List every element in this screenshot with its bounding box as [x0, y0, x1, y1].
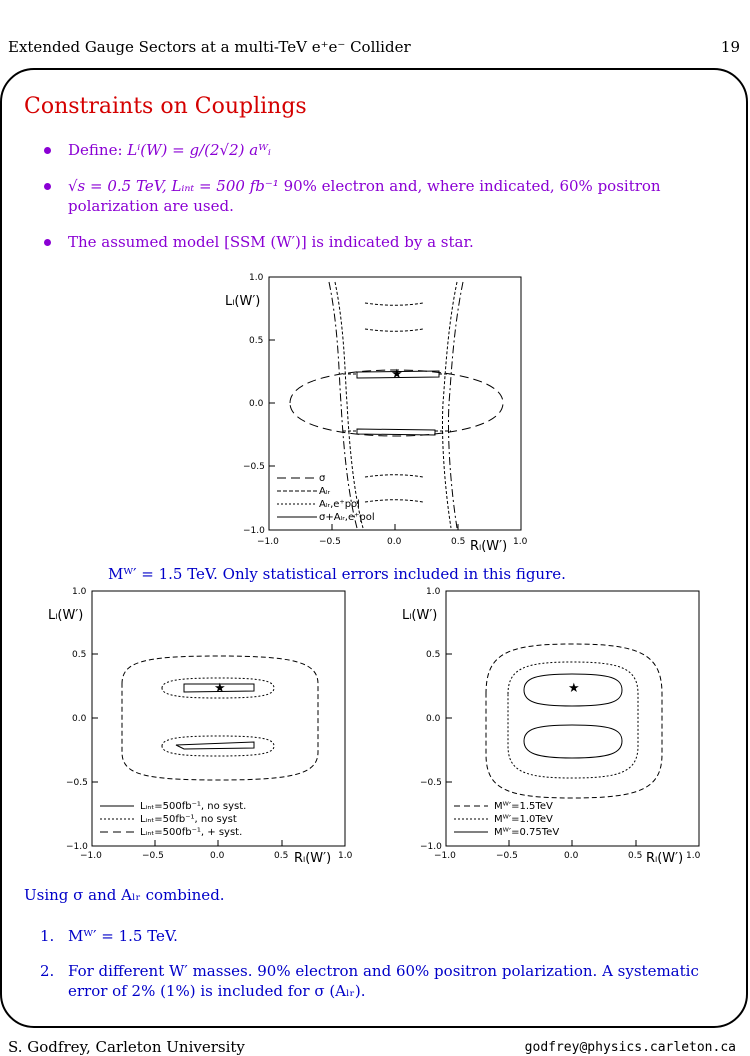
y-tick-label: −0.5	[66, 778, 88, 788]
legend	[277, 473, 375, 523]
y-tick-label: 0.5	[426, 650, 441, 660]
legend-label: Aₗᵣ	[319, 486, 331, 497]
x-tick-label: −1.0	[80, 851, 102, 861]
x-tick-label: 0.0	[564, 851, 579, 861]
y-tick-labels	[66, 587, 88, 852]
y-tick-labels	[243, 273, 265, 536]
x-tick-label: 0.5	[628, 851, 643, 861]
list-text: For different W′ masses. 90% electron and 60% positron polarization. A systematic error of 2% (1%) is included for σ (Aₗᵣ).	[68, 962, 699, 1000]
y-tick-label: 0.0	[426, 714, 441, 724]
legend-label: Mᵂ′=0.75TeV	[494, 827, 560, 838]
x-tick-label: −1.0	[434, 851, 456, 861]
x-tick-label: −1.0	[257, 537, 279, 547]
y-tick-label: −0.5	[243, 462, 265, 472]
y-tick-label: 0.5	[72, 650, 87, 660]
y-tick-labels	[420, 587, 442, 852]
legend-label: Lᵢₙₜ=500fb⁻¹, + syst.	[140, 827, 243, 838]
legend	[100, 801, 246, 838]
list-text: Mᵂ′ = 1.5 TeV.	[68, 927, 178, 945]
y-axis-label: Lₗ(W′)	[225, 294, 261, 309]
x-tick-label: 1.0	[686, 851, 701, 861]
header-title: Extended Gauge Sectors at a multi-TeV e⁺e⁻ Collider	[8, 38, 411, 56]
list-item	[40, 961, 710, 1001]
x-tick-label: 0.5	[451, 537, 466, 547]
bullet-item	[40, 140, 720, 160]
page-number: 19	[720, 38, 740, 56]
y-tick-label: −1.0	[66, 842, 88, 852]
slide-title: Constraints on Couplings	[24, 94, 307, 119]
y-tick-label: 0.0	[72, 714, 87, 724]
page-header	[8, 38, 740, 58]
legend-label: Mᵂ′=1.0TeV	[494, 814, 553, 825]
bullet-dot	[44, 147, 51, 154]
list-item	[40, 926, 710, 946]
y-tick-label: 1.0	[249, 273, 264, 283]
x-tick-label: 0.5	[274, 851, 289, 861]
y-tick-label: 1.0	[426, 587, 441, 597]
bullet-text: The assumed model [SSM (W′)] is indicated by a star.	[68, 233, 474, 251]
bullet-dot	[44, 239, 51, 246]
x-tick-label: −0.5	[142, 851, 164, 861]
x-tick-label: 1.0	[338, 851, 353, 861]
plot-frame	[269, 277, 521, 530]
legend	[454, 801, 559, 838]
y-tick-label: −1.0	[243, 526, 265, 536]
model-star-icon: ★	[391, 367, 403, 382]
bullet-item	[40, 232, 720, 252]
legend-label: σ	[319, 473, 326, 484]
y-axis-label: Lₗ(W′)	[402, 608, 438, 623]
model-star-icon: ★	[214, 681, 226, 696]
bullet-math: Lⁱ(W) = g/(2√2) aᵂᵢ	[127, 141, 271, 159]
bullet-lead: Define:	[68, 141, 128, 159]
contours	[122, 656, 318, 780]
x-tick-label: −0.5	[319, 537, 341, 547]
x-axis-label: Rₗ(W′)	[294, 851, 332, 866]
x-tick-label: 0.0	[210, 851, 225, 861]
contours	[486, 644, 662, 798]
legend-label: Aₗᵣ,e⁺pol	[319, 499, 360, 510]
legend-label: σ+Aₗᵣ,e⁺pol	[319, 512, 375, 523]
model-star-icon: ★	[568, 681, 580, 696]
contour-chart-left	[42, 584, 362, 874]
footer-author: S. Godfrey, Carleton University	[8, 1038, 245, 1056]
x-tick-label: 1.0	[513, 537, 528, 547]
legend-label: Mᵂ′=1.5TeV	[494, 801, 553, 812]
x-axis-label: Rₗ(W′)	[646, 851, 684, 866]
contour-chart-right	[396, 584, 716, 874]
bullet-list	[40, 140, 720, 268]
list-number: 1.	[40, 927, 55, 945]
bullet-dot	[44, 183, 51, 190]
contour-chart-top	[215, 270, 535, 560]
x-tick-label: 0.0	[387, 537, 402, 547]
y-tick-label: −0.5	[420, 778, 442, 788]
footer-email: godfrey@physics.carleton.ca	[524, 1040, 736, 1055]
y-tick-label: 0.0	[249, 399, 264, 409]
y-axis-label: Lₗ(W′)	[48, 608, 84, 623]
x-axis-label: Rₗ(W′)	[470, 539, 508, 554]
legend-label: Lᵢₙₜ=50fb⁻¹, no syst	[140, 814, 237, 825]
list-number: 2.	[40, 962, 55, 980]
bullet-text: 90% electron and, where indicated, 60% positron polarization are used.	[68, 177, 661, 215]
y-tick-label: −1.0	[420, 842, 442, 852]
combined-note: Using σ and Aₗᵣ combined.	[24, 886, 225, 904]
y-tick-label: 1.0	[72, 587, 87, 597]
y-tick-label: 0.5	[249, 336, 264, 346]
enumerated-list	[40, 926, 710, 1016]
legend-label: Lᵢₙₜ=500fb⁻¹, no syst.	[140, 801, 247, 812]
x-tick-label: −0.5	[496, 851, 518, 861]
bullet-item	[40, 176, 720, 216]
figure-caption: Mᵂ′ = 1.5 TeV. Only statistical errors included in this figure.	[108, 565, 566, 583]
bullet-math: √s = 0.5 TeV, Lᵢₙₜ = 500 fb⁻¹	[68, 177, 279, 195]
